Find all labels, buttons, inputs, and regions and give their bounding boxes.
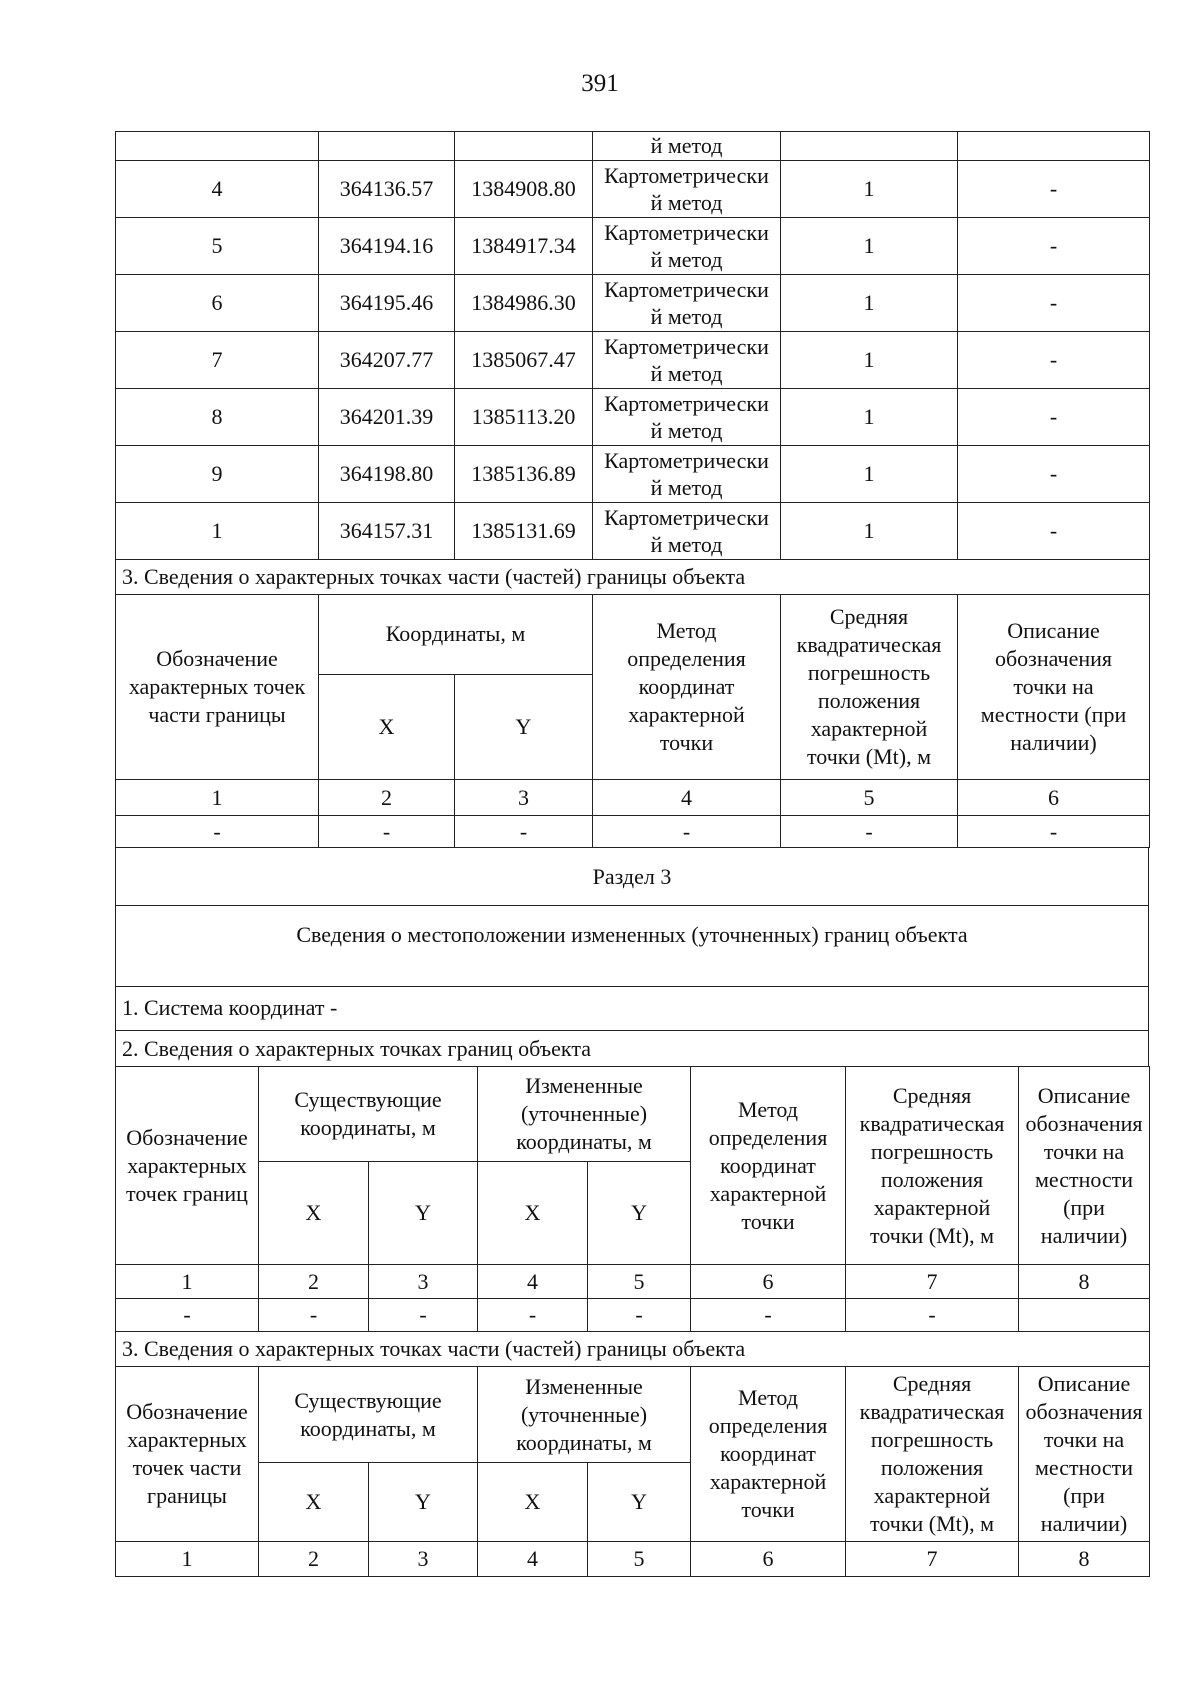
method-line: Картометрически (604, 163, 769, 188)
method (593, 446, 781, 503)
coord-x: 364207.77 (319, 332, 455, 389)
method (593, 503, 781, 560)
mt-value: 1 (781, 332, 958, 389)
continued-row (116, 132, 1150, 161)
method (593, 332, 781, 389)
coord-y: 1384917.34 (455, 218, 593, 275)
coord-x: 364195.46 (319, 275, 455, 332)
coord-x: 364157.31 (319, 503, 455, 560)
parts-error-header: Средняя квадратическая погрешность положения характерной точки (Mt), м (846, 1367, 1019, 1542)
point-id: 5 (116, 218, 319, 275)
error-header: Средняя квадратическая погрешность положения характерной точки (Mt), м (846, 1067, 1019, 1265)
coord-x: 364201.39 (319, 389, 455, 446)
coord-y: 1384908.80 (455, 161, 593, 218)
existing-x-header: X (259, 1162, 369, 1265)
parts-changed-x-header: X (478, 1463, 588, 1542)
empty-data-row: - - - - - - (116, 816, 1150, 848)
point-row (116, 275, 1150, 332)
point-id: 8 (116, 389, 319, 446)
parts-method-header: Метод определения координат характерной точки (691, 1367, 846, 1542)
method-line: й метод (650, 532, 723, 557)
method-line: Картометрически (604, 505, 769, 530)
coord-x: 364194.16 (319, 218, 455, 275)
method-tail: й метод (593, 132, 781, 161)
section3-heading: Раздел 3 (116, 848, 1149, 905)
x-header: X (319, 675, 455, 780)
coord-system: 1. Система координат - (116, 986, 1149, 1030)
parts-column-numbers-row: 1 2 3 4 5 6 7 8 (116, 1542, 1150, 1577)
parts-changed-coords-header: Измененные (уточненные) координаты, м (478, 1367, 691, 1463)
coord-y: 1385136.89 (455, 446, 593, 503)
method-line: й метод (650, 361, 723, 386)
y-header: Y (455, 675, 593, 780)
parts-existing-x-header: X (259, 1463, 369, 1542)
point-row (116, 446, 1150, 503)
existing-coords-header: Существующие координаты, м (259, 1067, 478, 1162)
point-row (116, 218, 1150, 275)
description: - (958, 218, 1150, 275)
description: - (958, 161, 1150, 218)
boundary-points-title: 2. Сведения о характерных точках границ объекта (116, 1030, 1149, 1066)
description: - (958, 446, 1150, 503)
method-line: й метод (650, 190, 723, 215)
changed-x-header: X (478, 1162, 588, 1265)
description: - (958, 332, 1150, 389)
description-header: Описание обозначения точки на местности (при наличии) (1019, 1067, 1150, 1265)
mt-value: 1 (781, 275, 958, 332)
point-row (116, 332, 1150, 389)
method-line: й метод (650, 418, 723, 443)
mt-value: 1 (781, 503, 958, 560)
section3-header-table (115, 848, 1149, 1066)
coord-y: 1384986.30 (455, 275, 593, 332)
description: - (958, 275, 1150, 332)
method-line: Картометрически (604, 277, 769, 302)
changed-y-header: Y (588, 1162, 691, 1265)
changed-coords-header: Измененные (уточненные) координаты, м (478, 1067, 691, 1162)
coord-y: 1385067.47 (455, 332, 593, 389)
parts-description-header: Описание обозначения точки на местности (при наличии) (1019, 1367, 1150, 1542)
parts-existing-coords-header: Существующие координаты, м (259, 1367, 478, 1463)
point-id: 1 (116, 503, 319, 560)
parts-designation-header: Обозначение характерных точек части границы (116, 1367, 259, 1542)
method-line: Картометрически (604, 391, 769, 416)
coord-x: 364136.57 (319, 161, 455, 218)
column-numbers-row: 1 2 3 4 5 6 (116, 780, 1150, 816)
column-numbers-row: 1 2 3 4 5 6 7 8 (116, 1265, 1150, 1299)
method-header: Метод определения координат характерной точки (691, 1067, 846, 1265)
mt-value: 1 (781, 446, 958, 503)
method (593, 161, 781, 218)
point-row (116, 503, 1150, 560)
parts-section-title: 3. Сведения о характерных точках части (частей) границы объекта (116, 1332, 1150, 1367)
point-id: 4 (116, 161, 319, 218)
method-line: й метод (650, 475, 723, 500)
method-line: й метод (650, 304, 723, 329)
point-row (116, 389, 1150, 446)
method-line: й метод (650, 247, 723, 272)
coord-y: 1385113.20 (455, 389, 593, 446)
method (593, 389, 781, 446)
designation-header: Обозначение характерных точек границ (116, 1067, 259, 1265)
coords-header: Координаты, м (319, 595, 593, 675)
coord-y: 1385131.69 (455, 503, 593, 560)
description: - (958, 389, 1150, 446)
mt-value: 1 (781, 218, 958, 275)
designation-header: Обозначение характерных точек части границы (116, 595, 319, 780)
section3-subtitle: Сведения о местоположении измененных (уточненных) границ объекта (116, 905, 1149, 986)
point-id: 6 (116, 275, 319, 332)
method-header: Метод определения координат характерной точки (593, 595, 781, 780)
method (593, 218, 781, 275)
changed-points-table (115, 1066, 1150, 1577)
point-id: 9 (116, 446, 319, 503)
error-header: Средняя квадратическая погрешность положения характерной точки (Mt), м (781, 595, 958, 780)
point-id: 7 (116, 332, 319, 389)
coord-x: 364198.80 (319, 446, 455, 503)
points-table-block (115, 131, 1149, 1577)
empty-data-row: - - - - - - - (116, 1299, 1150, 1332)
page-number: 391 (581, 70, 619, 97)
method-line: Картометрически (604, 448, 769, 473)
method-line: Картометрически (604, 220, 769, 245)
parts-section-title: 3. Сведения о характерных точках части (частей) границы объекта (116, 560, 1150, 595)
parts-existing-y-header: Y (369, 1463, 478, 1542)
existing-y-header: Y (369, 1162, 478, 1265)
method-line: Картометрически (604, 334, 769, 359)
point-row (116, 161, 1150, 218)
parts-changed-y-header: Y (588, 1463, 691, 1542)
mt-value: 1 (781, 389, 958, 446)
description-header: Описание обозначения точки на местности (при наличии) (958, 595, 1150, 780)
points-table (115, 131, 1150, 848)
mt-value: 1 (781, 161, 958, 218)
description: - (958, 503, 1150, 560)
method (593, 275, 781, 332)
